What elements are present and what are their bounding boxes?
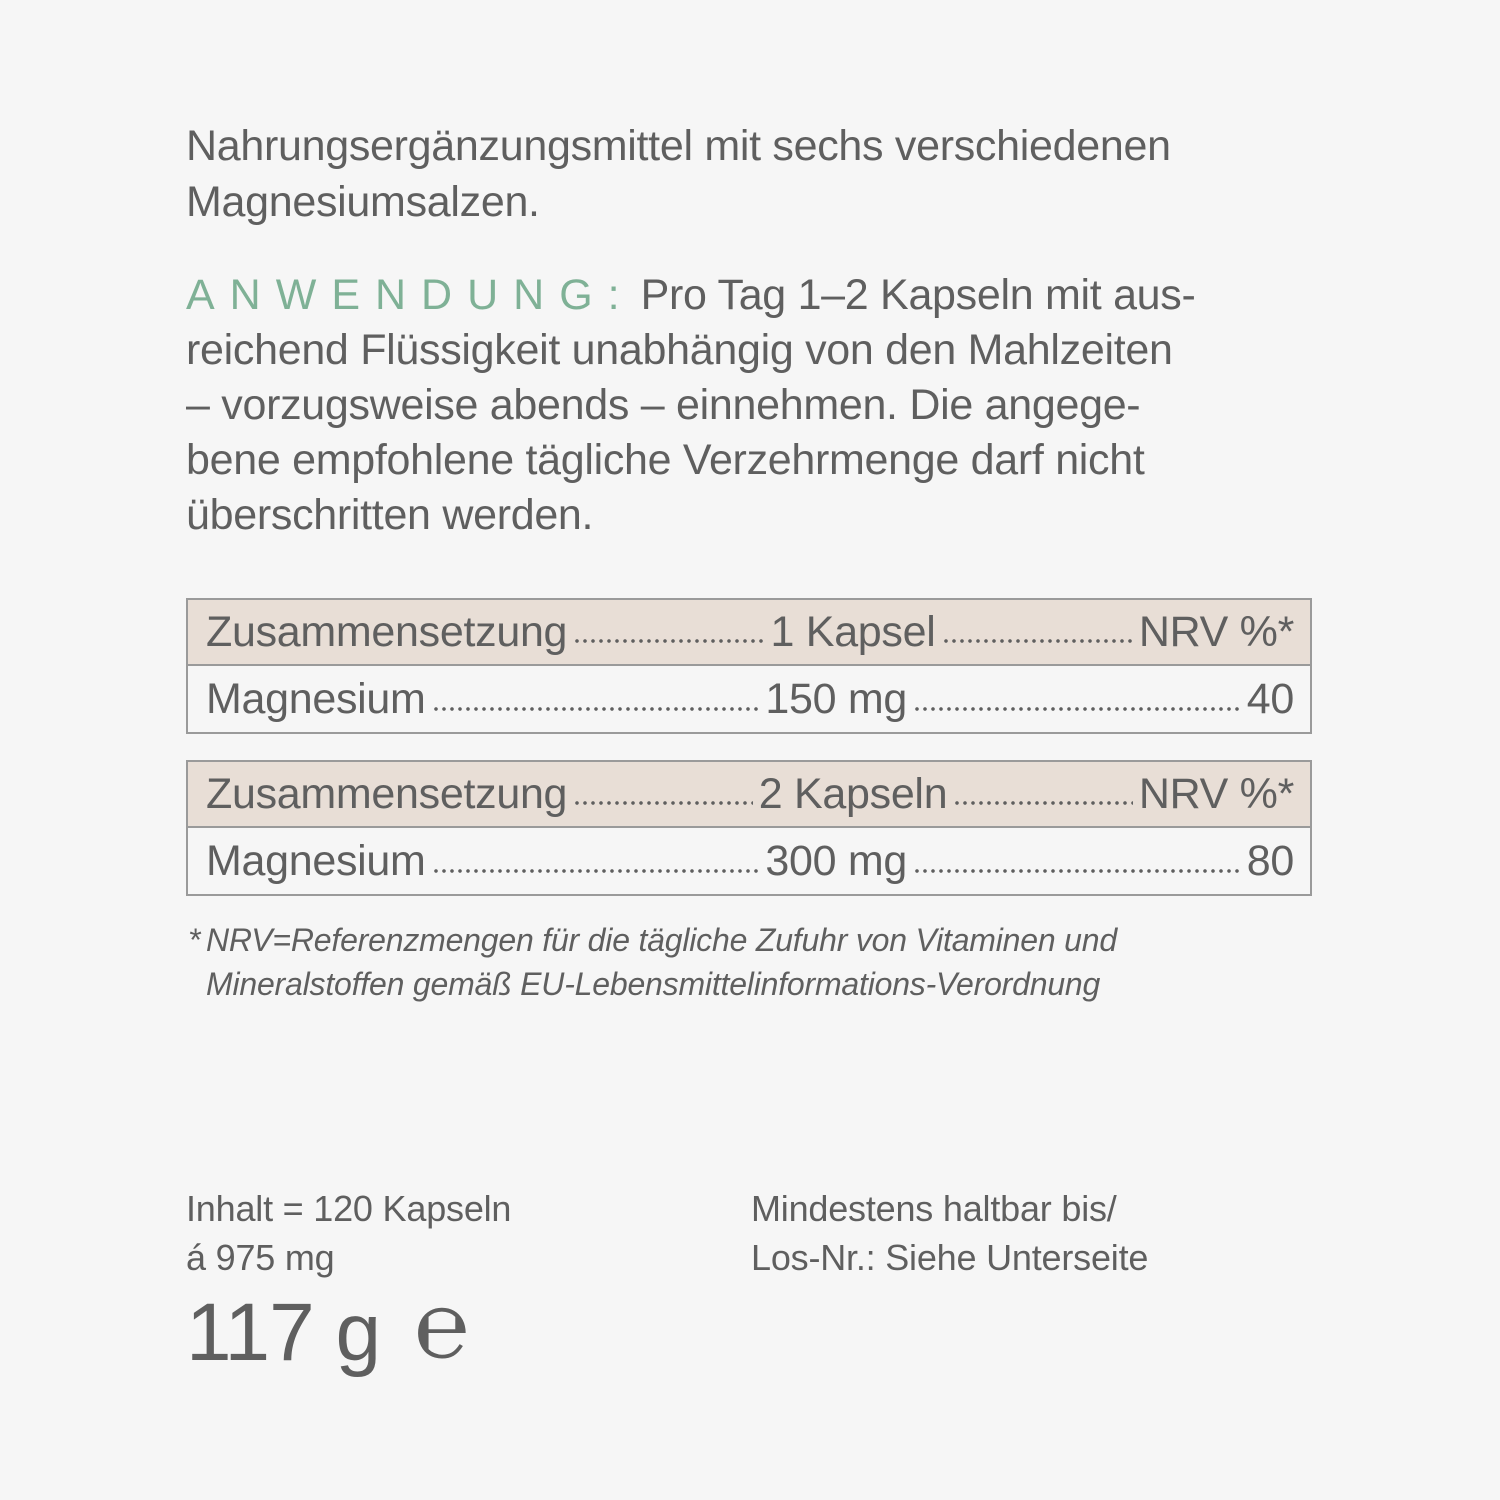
- nrv-value: 40: [1246, 674, 1294, 723]
- usage-line: [186, 268, 1316, 323]
- net-weight-row: [186, 1272, 470, 1379]
- best-before-info: [751, 1184, 1148, 1282]
- package-contents: [186, 1184, 511, 1282]
- footnote-line: NRV=Referenzmengen für die tägliche Zufuhr von Vitaminen und: [206, 922, 1117, 958]
- usage-line: reichend Flüssigkeit unabhängig von den Mahlzeiten: [186, 326, 1173, 374]
- label-text: [186, 118, 1316, 1006]
- nrv-header: NRV %*: [1138, 769, 1295, 818]
- composition-table-1-capsule: [186, 598, 1312, 734]
- dot-leader: [432, 866, 760, 876]
- description-line: Nahrungsergänzungsmittel mit sechs verschiedenen: [186, 122, 1171, 170]
- usage-line: bene empfohlene tägliche Verzehrmenge darf nicht: [186, 436, 1145, 484]
- nrv-value: 80: [1246, 836, 1294, 885]
- description-line: Magnesiumsalzen.: [186, 178, 540, 226]
- serving-header: 2 Kapseln: [758, 769, 948, 818]
- serving-header: 1 Kapsel: [770, 607, 936, 656]
- contents-line: Inhalt = 120 Kapseln: [186, 1188, 512, 1229]
- usage-label: ANWENDUNG:: [186, 271, 635, 319]
- table-row: [188, 666, 1310, 732]
- usage-line: überschritten werden.: [186, 491, 594, 539]
- table-header-row: [188, 600, 1310, 666]
- composition-header: Zusammensetzung: [206, 769, 568, 818]
- estimated-sign-icon: ℮: [414, 1272, 470, 1379]
- nutrient-amount: 150 mg: [765, 674, 907, 723]
- dot-leader: [913, 866, 1241, 876]
- nrv-header: NRV %*: [1138, 607, 1294, 656]
- footnote-asterisk: *: [188, 922, 201, 958]
- net-weight: 117 g: [186, 1287, 381, 1378]
- nutrient-name: Magnesium: [206, 674, 426, 723]
- usage-instructions: [186, 268, 1316, 543]
- contents-line: á 975 mg: [186, 1237, 335, 1278]
- usage-line: – vorzugsweise abends – einnehmen. Die angege-: [186, 381, 1141, 429]
- table-header-row: [188, 762, 1310, 828]
- dot-leader: [953, 798, 1133, 808]
- best-before-line: Mindestens haltbar bis/: [751, 1188, 1117, 1229]
- dot-leader: [432, 704, 760, 714]
- product-description: [186, 118, 1316, 230]
- nrv-footnote: [188, 918, 1316, 1006]
- usage-text: Pro Tag 1–2 Kapseln mit aus-: [640, 271, 1196, 319]
- best-before-line: Los-Nr.: Siehe Unterseite: [751, 1237, 1149, 1278]
- nutrient-amount: 300 mg: [765, 836, 907, 885]
- nutrient-name: Magnesium: [206, 836, 426, 885]
- dot-leader: [913, 704, 1241, 714]
- dot-leader: [573, 636, 764, 646]
- footnote-line: Mineralstoffen gemäß EU-Lebensmittelinformations-Verordnung: [206, 966, 1101, 1002]
- dot-leader: [573, 798, 753, 808]
- composition-header: Zusammensetzung: [206, 607, 568, 656]
- dot-leader: [942, 636, 1133, 646]
- composition-table-2-capsules: [186, 760, 1312, 896]
- table-row: [188, 828, 1310, 894]
